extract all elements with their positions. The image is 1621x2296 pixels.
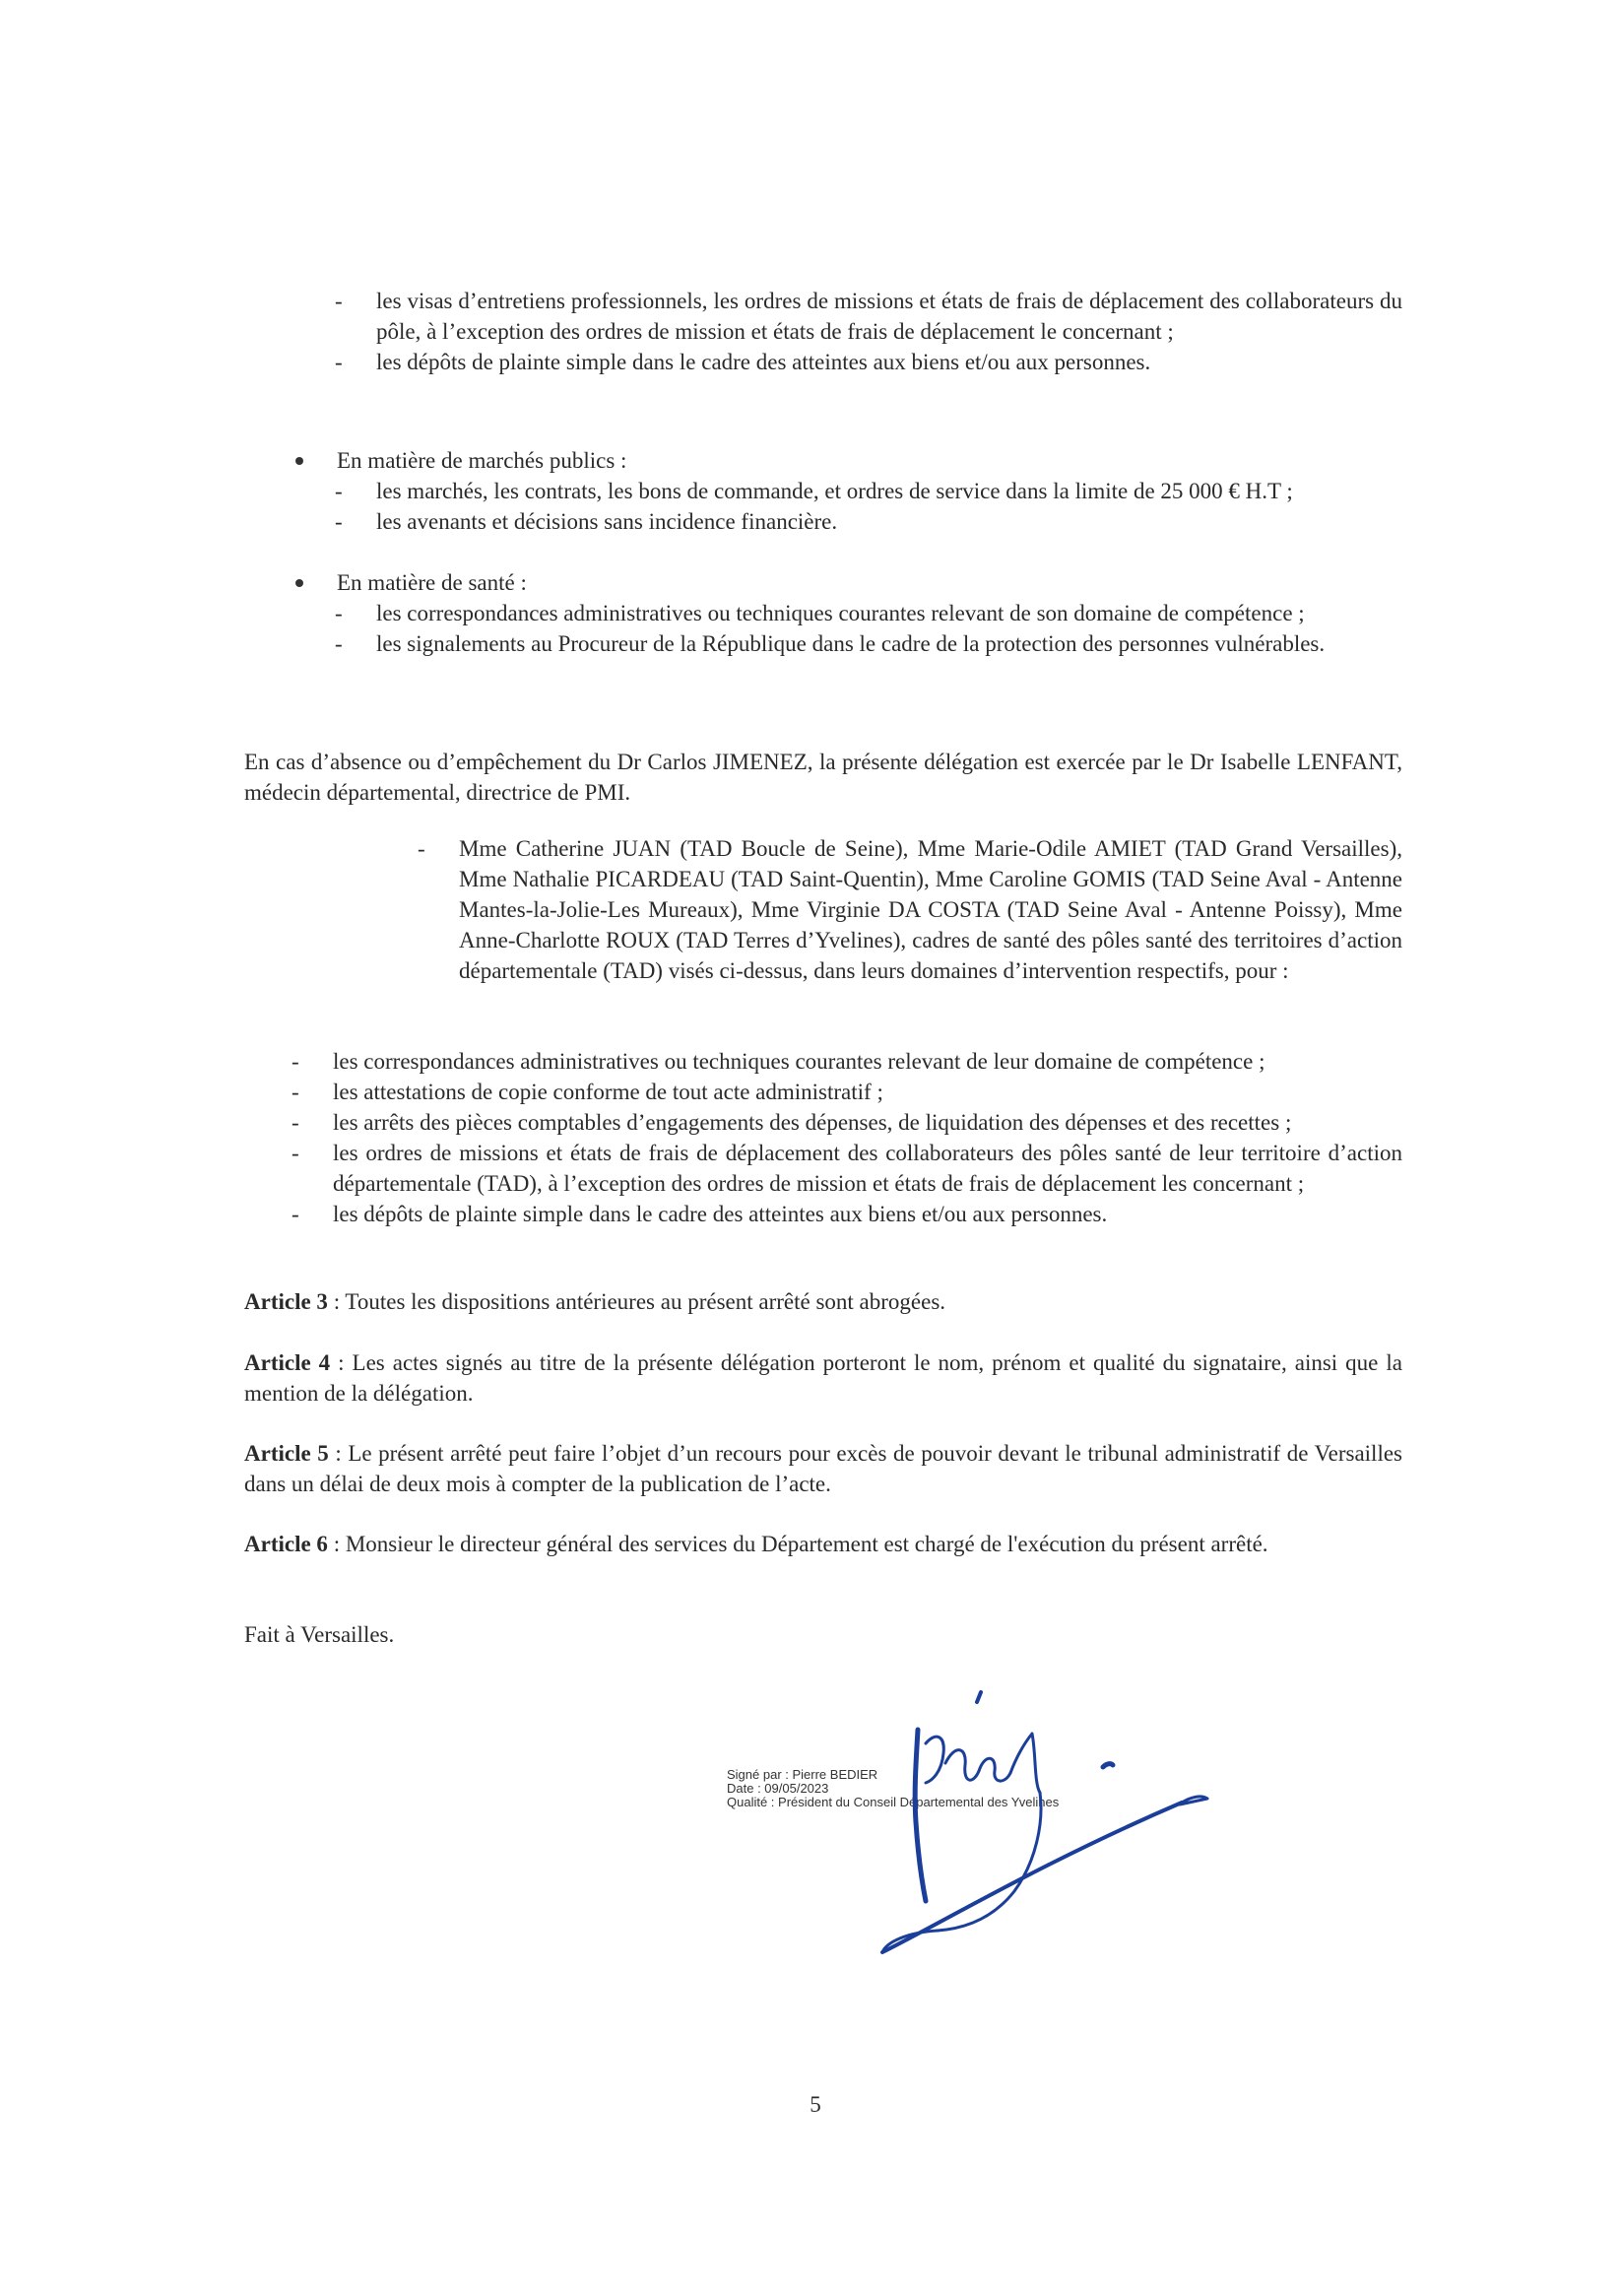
bullet-icon [295,579,303,587]
fait-a-versailles: Fait à Versailles. [244,1622,395,1647]
article-label: Article 4 [244,1350,331,1375]
signature-qualite: Qualité : Président du Conseil Départemental des Yvelines [727,1795,1060,1809]
list-item: - les correspondances administratives ou techniques courantes relevant de leur domaine de compétence ; [292,1049,1265,1074]
signed-by: Signé par : Pierre BEDIER [727,1767,878,1782]
list-item: - les signalements au Procureur de la République dans le cadre de la protection des personnes vulnérables. [335,631,1326,656]
article-4: Article 4 : Les actes signés au titre de la présente délégation porteront le nom, prénom et qualité du signataire, ainsi que la mention de la délégation. [244,1350,1402,1406]
list-item: - les ordres de missions et états de frais de déplacement des collaborateurs des pôles santé de leur territoire d’action départementale (TAD), à l’exception des ordres de mission et états de frais de déplacement les concernant ; [292,1141,1402,1196]
sante-section [292,567,1402,659]
cadres-list [292,1046,1402,1229]
page-number: 5 [810,2092,821,2117]
article-label: Article 5 [244,1441,329,1466]
list-item: - les visas d’entretiens professionnels, les ordres de missions et états de frais de déplacement des collaborateurs du pôle, à l’exception des ordres de mission et états de frais de déplacement le concernant ; [335,289,1402,344]
list-item: - les correspondances administratives ou techniques courantes relevant de son domaine de compétence ; [335,601,1305,625]
marches-heading: En matière de marchés publics : [292,445,1402,476]
list-item: - les attestations de copie conforme de tout acte administratif ; [292,1080,883,1104]
list-item: - les marchés, les contrats, les bons de commande, et ordres de service dans la limite de 25 000 € H.T ; [335,479,1293,503]
list-item: - Mme Catherine JUAN (TAD Boucle de Seine), Mme Marie-Odile AMIET (TAD Grand Versailles), Mme Nathalie PICARDEAU (TAD Saint-Quentin), Mme Caroline GOMIS (TAD Seine Aval - Antenne Mantes-la-Jolie-Les Mureaux), Mme Virginie DA COSTA (TAD Seine Aval - Antenne Poissy), Mme Anne-Charlotte ROUX (TAD Terres d’Yvelines), cadres de santé des pôles santé des territoires d’action départementale (TAD) visés ci-dessus, dans leurs domaines d’intervention respectifs, pour : [418,836,1402,983]
handwritten-signature-icon [867,1674,1261,1970]
article-label: Article 3 [244,1289,328,1314]
bullet-icon [295,457,303,465]
article-label: Article 6 [244,1532,328,1556]
top-dash-list [335,286,1402,377]
list-item: - les dépôts de plainte simple dans le cadre des atteintes aux biens et/ou aux personnes. [292,1202,1108,1226]
list-item: - les arrêts des pièces comptables d’engagements des dépenses, de liquidation des dépenses et des recettes ; [292,1110,1292,1135]
list-item: - les dépôts de plainte simple dans le cadre des atteintes aux biens et/ou aux personnes. [335,350,1151,374]
absence-paragraph: En cas d’absence ou d’empêchement du Dr Carlos JIMENEZ, la présente délégation est exercée par le Dr Isabelle LENFANT, médecin départemental, directrice de PMI. [244,750,1402,805]
list-item: - les avenants et décisions sans incidence financière. [335,509,838,534]
sante-heading: En matière de santé : [292,567,1402,598]
signature-date: Date : 09/05/2023 [727,1781,829,1796]
article-3: Article 3 : Toutes les dispositions antérieures au présent arrêté sont abrogées. [244,1289,946,1314]
article-5: Article 5 : Le présent arrêté peut faire l’objet d’un recours pour excès de pouvoir devant le tribunal administratif de Versailles dans un délai de deux mois à compter de la publication de l’acte. [244,1441,1402,1496]
article-6: Article 6 : Monsieur le directeur général des services du Département est chargé de l'exécution du présent arrêté. [244,1532,1268,1556]
cadres-paragraph [418,833,1402,986]
marches-section [292,445,1402,537]
